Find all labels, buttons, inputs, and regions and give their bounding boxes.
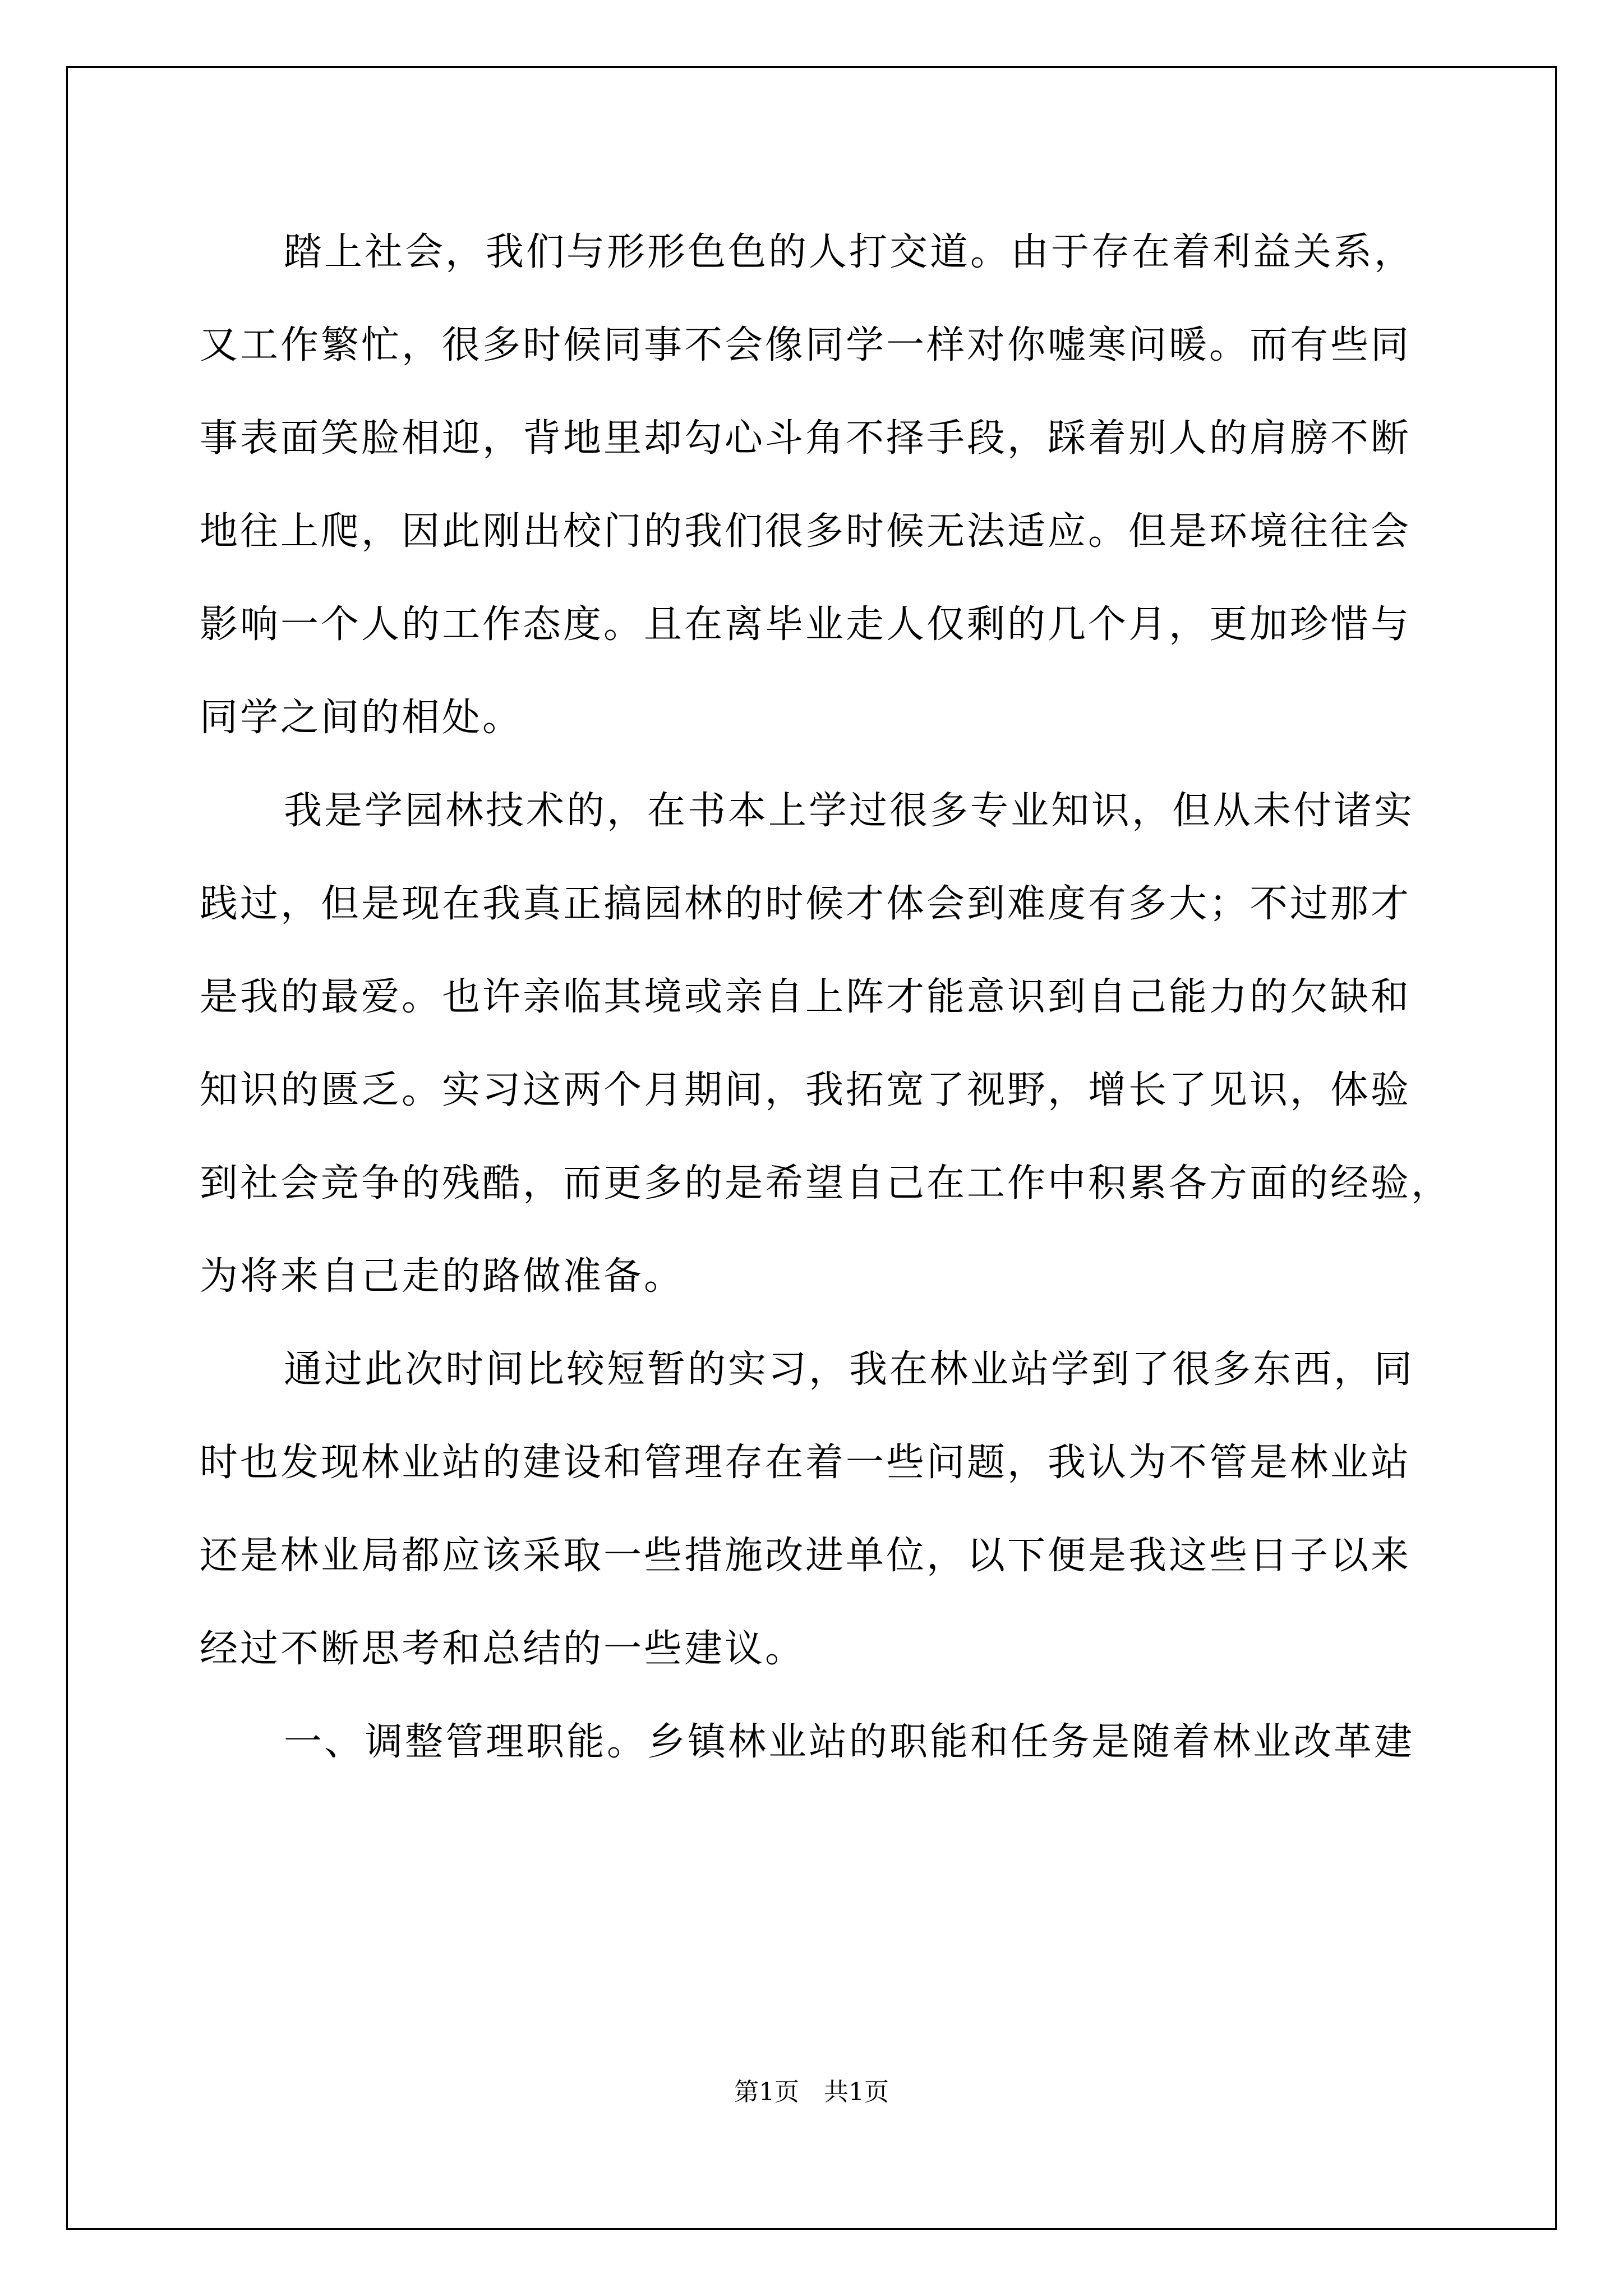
text-line: 践过，但是现在我真正搞园林的时候才体会到难度有多大；不过那才	[200, 882, 1412, 926]
text-line: 又工作繁忙，很多时候同事不会像同学一样对你嘘寒问暖。而有些同	[200, 323, 1412, 367]
page-frame	[66, 66, 1557, 2230]
text-line: 影响一个人的工作态度。且在离毕业走人仅剩的几个月，更加珍惜与	[200, 602, 1412, 647]
text-line: 还是林业局都应该采取一些措施改进单位，以下便是我这些日子以来	[200, 1534, 1412, 1578]
text-line: 时也发现林业站的建设和管理存在着一些问题，我认为不管是林业站	[200, 1441, 1412, 1485]
text-line: 是我的最爱。也许亲临其境或亲自上阵才能意识到自己能力的欠缺和	[200, 975, 1412, 1019]
text-line: 事表面笑脸相迎，背地里却勾心斗角不择手段，踩着别人的肩膀不断	[200, 416, 1412, 461]
text-line: 经过不断思考和总结的一些建议。	[200, 1627, 806, 1671]
text-line: 一、调整管理职能。乡镇林业站的职能和任务是随着林业改革建	[284, 1720, 1415, 1764]
text-line: 地往上爬，因此刚出校门的我们很多时候无法适应。但是环境往往会	[200, 509, 1412, 554]
text-line: 通过此次时间比较短暂的实习，我在林业站学到了很多东西，同	[284, 1347, 1415, 1392]
text-line: 知识的匮乏。实习这两个月期间，我拓宽了视野，增长了见识，体验	[200, 1068, 1412, 1112]
text-line: 为将来自己走的路做准备。	[200, 1254, 685, 1299]
text-line: 我是学园林技术的，在书本上学过很多专业知识，但从未付诸实	[284, 789, 1415, 833]
page-footer: 第1页 共1页	[734, 2078, 889, 2106]
text-line: 到社会竞争的残酷，而更多的是希望自己在工作中积累各方面的经验，	[200, 1161, 1452, 1205]
text-line: 同学之间的相处。	[200, 696, 523, 740]
text-line: 踏上社会，我们与形形色色的人打交道。由于存在着利益关系，	[284, 230, 1415, 274]
